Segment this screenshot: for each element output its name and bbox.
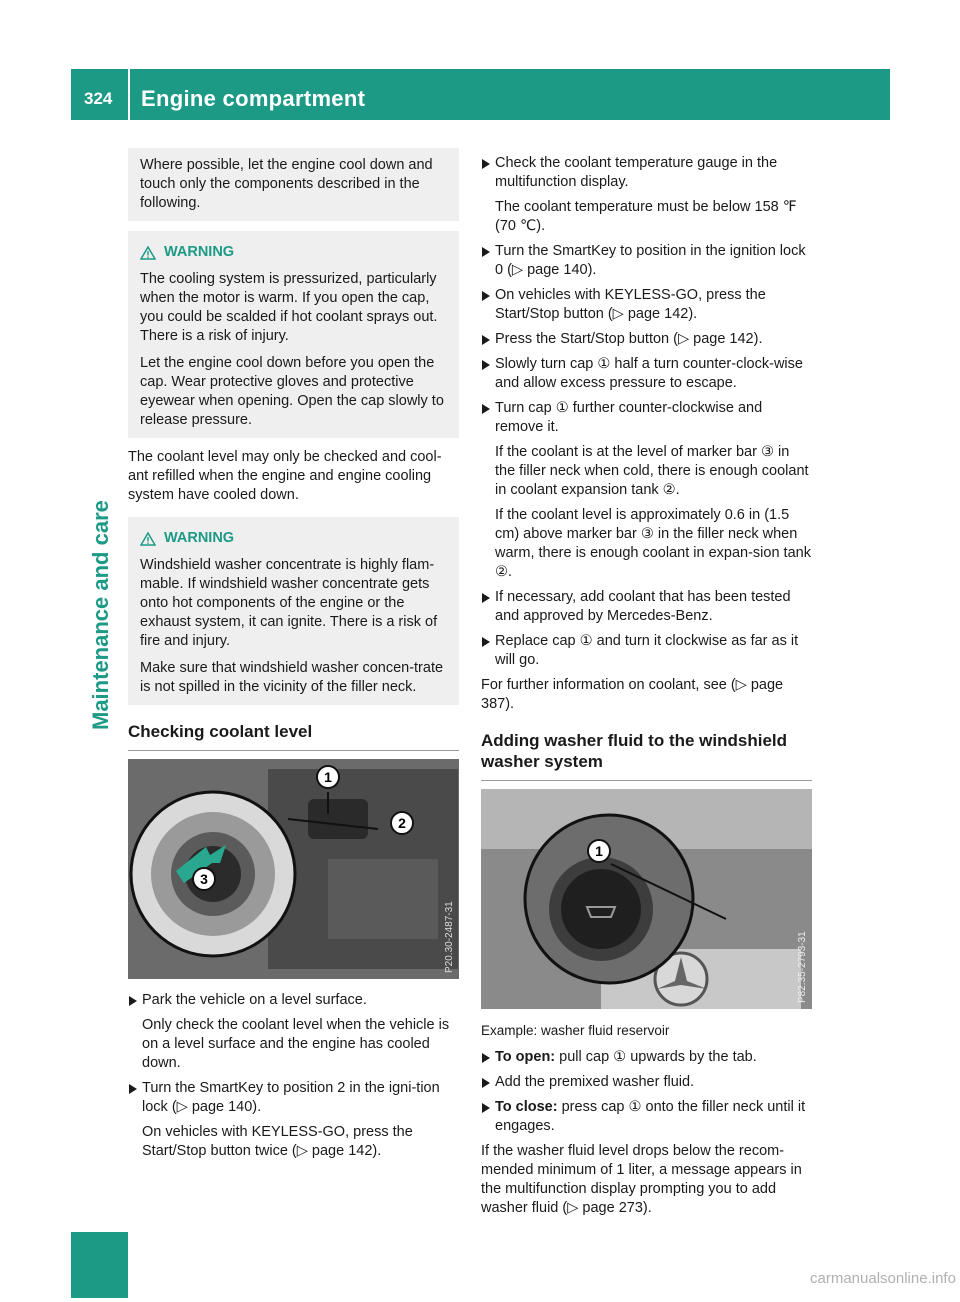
warning-icon bbox=[140, 246, 156, 260]
warning-text: The cooling system is pressurized, particularly when the motor is warm. If you open the cap, you could be scalded if hot coolant sprays out. There is a risk of injury. bbox=[140, 271, 438, 344]
image-markers bbox=[128, 759, 459, 979]
warning-icon bbox=[140, 532, 156, 546]
marker-label: 3 bbox=[200, 871, 208, 887]
step-label: To open: bbox=[495, 1049, 556, 1065]
warning-heading bbox=[140, 529, 451, 548]
warning-text: Make sure that windshield washer concen-trate is not spilled in the vicinity of the filler neck. bbox=[140, 660, 444, 695]
warning-text: Windshield washer concentrate is highly flam-mable. If windshield washer concentrate gets onto hot components of the engine or the exhaust system, it can ignite. There is a risk of fire and injury. bbox=[140, 557, 438, 649]
step-label: To close: bbox=[495, 1099, 558, 1115]
step-text: pull cap ① upwards by the tab. bbox=[559, 1049, 757, 1065]
marker-label: 1 bbox=[595, 843, 603, 859]
page-number: 324 bbox=[84, 89, 113, 108]
section-heading-coolant: Checking coolant level bbox=[128, 721, 459, 751]
left-column bbox=[128, 148, 459, 1167]
step-text: press cap ① onto the filler neck until it engages. bbox=[495, 1099, 806, 1134]
coolant-paragraph: The coolant level may only be checked and cool-ant refilled when the engine and engine cooling system have cooled down. bbox=[128, 449, 442, 503]
right-column bbox=[481, 154, 812, 1226]
step: If necessary, add coolant that has been tested and approved by Mercedes-Benz. bbox=[481, 588, 812, 626]
warning-text: Let the engine cool down before you open the cap. Wear protective gloves and protective eyewear when opening. Open the cap slowly to release pressure. bbox=[140, 355, 444, 428]
further-info: For further information on coolant, see (▷ page 387). bbox=[481, 677, 784, 712]
step-open bbox=[481, 1048, 812, 1067]
warning-heading-text: WARNING bbox=[164, 244, 235, 260]
step-note: If the coolant level is approximately 0.6 in (1.5 cm) above marker bar ③ in the filler neck when warm, there is enough coolant in expan-sion tank ②. bbox=[495, 507, 811, 580]
warning-heading-text: WARNING bbox=[164, 530, 235, 546]
washer-image bbox=[481, 789, 812, 1009]
step-note: Only check the coolant level when the vehicle is on a level surface and the engine has cooled down. bbox=[142, 1017, 450, 1071]
image-code: P82.35-2793-31 bbox=[797, 931, 808, 1003]
marker-label: 1 bbox=[324, 769, 332, 785]
step: Park the vehicle on a level surface. bbox=[128, 991, 459, 1010]
step: On vehicles with KEYLESS-GO, press the Start/Stop button (▷ page 142). bbox=[481, 286, 812, 324]
step: Slowly turn cap ① half a turn counter-clock-wise and allow excess pressure to escape. bbox=[481, 355, 812, 393]
step-close bbox=[481, 1098, 812, 1136]
step-note: On vehicles with KEYLESS-GO, press the Start/Stop button twice (▷ page 142). bbox=[142, 1124, 413, 1159]
page-title: Engine compartment bbox=[141, 86, 366, 111]
step: Turn the SmartKey to position in the ignition lock 0 (▷ page 140). bbox=[481, 242, 812, 280]
step: Replace cap ① and turn it clockwise as far as it will go. bbox=[481, 632, 812, 670]
step: Add the premixed washer fluid. bbox=[481, 1073, 812, 1092]
step: Turn the SmartKey to position 2 in the igni-tion lock (▷ page 140). bbox=[128, 1079, 459, 1117]
intro-box bbox=[128, 148, 459, 221]
step-note: The coolant temperature must be below 158 ℉ (70 ℃). bbox=[495, 199, 797, 234]
section-heading-washer: Adding washer fluid to the windshield washer system bbox=[481, 730, 812, 781]
section-tab-label: Maintenance and care bbox=[88, 500, 113, 730]
marker-label: 2 bbox=[398, 815, 406, 831]
intro-text: Where possible, let the engine cool down and touch only the components described in the following. bbox=[140, 157, 433, 211]
step: Press the Start/Stop button (▷ page 142). bbox=[481, 330, 812, 349]
step: Check the coolant temperature gauge in the multifunction display. bbox=[481, 154, 812, 192]
header-divider bbox=[128, 69, 130, 120]
coolant-image bbox=[128, 759, 459, 979]
warning-box-2 bbox=[128, 517, 459, 705]
warning-heading bbox=[140, 243, 451, 262]
watermark: carmanualsonline.info bbox=[810, 1270, 956, 1287]
warning-box-1 bbox=[128, 231, 459, 438]
image-caption: Example: washer fluid reservoir bbox=[481, 1023, 670, 1038]
image-markers bbox=[481, 789, 812, 1009]
image-code: P20.30-2487-31 bbox=[444, 901, 455, 973]
section-tab-block bbox=[71, 1232, 128, 1298]
step: Turn cap ① further counter-clockwise and remove it. bbox=[481, 399, 812, 437]
step-note: If the coolant is at the level of marker bar ③ in the filler neck when cold, there is enough coolant in coolant expansion tank ②. bbox=[495, 444, 809, 498]
final-paragraph: If the washer fluid level drops below the recom-mended minimum of 1 liter, a message appears in the multifunction display prompting you to add washer fluid (▷ page 273). bbox=[481, 1143, 802, 1216]
